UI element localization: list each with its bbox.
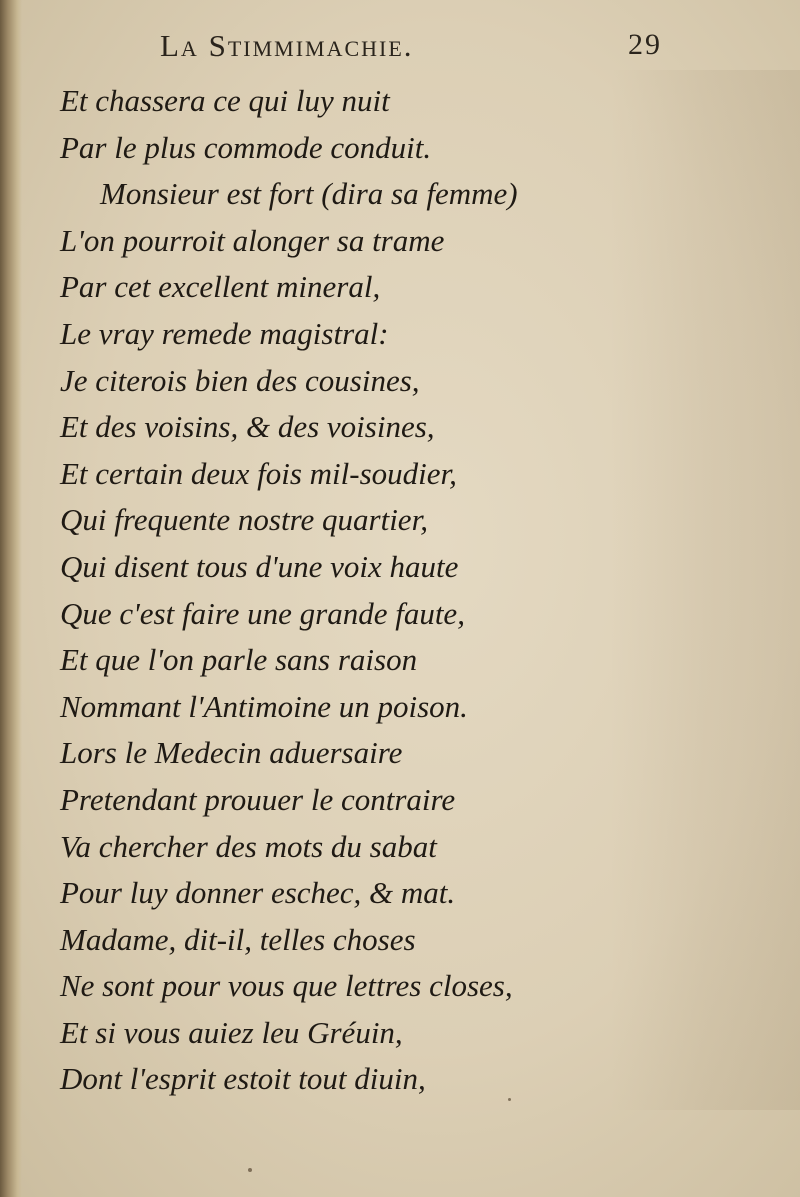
verse-line: Je citerois bien des cousines, [60,362,420,398]
verse-line: Pour luy donner eschec, & mat. [60,875,456,911]
paper-speck [508,1098,511,1101]
verse-line: Dont l'esprit estoit tout diuin, [60,1061,426,1097]
verse-line: Et des voisins, & des voisines, [60,409,435,445]
verse-line: Et certain deux fois mil-soudier, [60,455,457,491]
verse-block [60,78,660,1103]
verse-line: Et si vous auiez leu Gréuin, [60,1014,403,1050]
verse-line: Pretendant prouuer le contraire [60,781,456,817]
running-title: La Stimmimachie. [160,28,414,63]
verse-line: Monsieur est fort (dira sa femme) [100,176,518,212]
verse-line: Par cet excellent mineral, [60,269,381,305]
verse-line: Va chercher des mots du sabat [60,828,437,864]
verse-line: Qui disent tous d'une voix haute [60,548,459,584]
verse-line: Ne sont pour vous que lettres closes, [60,968,513,1004]
verse-line: Et chassera ce qui luy nuit [60,83,390,118]
verse-line: Que c'est faire une grande faute, [60,595,465,631]
verse-line: L'on pourroit alonger sa trame [60,222,445,258]
verse-line: Lors le Medecin aduersaire [60,735,403,771]
verse-line: Nommant l'Antimoine un poison. [60,688,468,724]
page-gutter-shadow [0,0,22,1197]
running-header [160,28,662,64]
verse-line: Madame, dit-il, telles choses [60,921,416,957]
page-number: 29 [628,28,662,61]
verse-line: Le vray remede magistral: [60,315,389,351]
verse-line: Par le plus commode conduit. [60,129,432,165]
verse-line: Qui frequente nostre quartier, [60,502,428,538]
paper-speck [248,1168,252,1172]
verse-line: Et que l'on parle sans raison [60,642,418,678]
